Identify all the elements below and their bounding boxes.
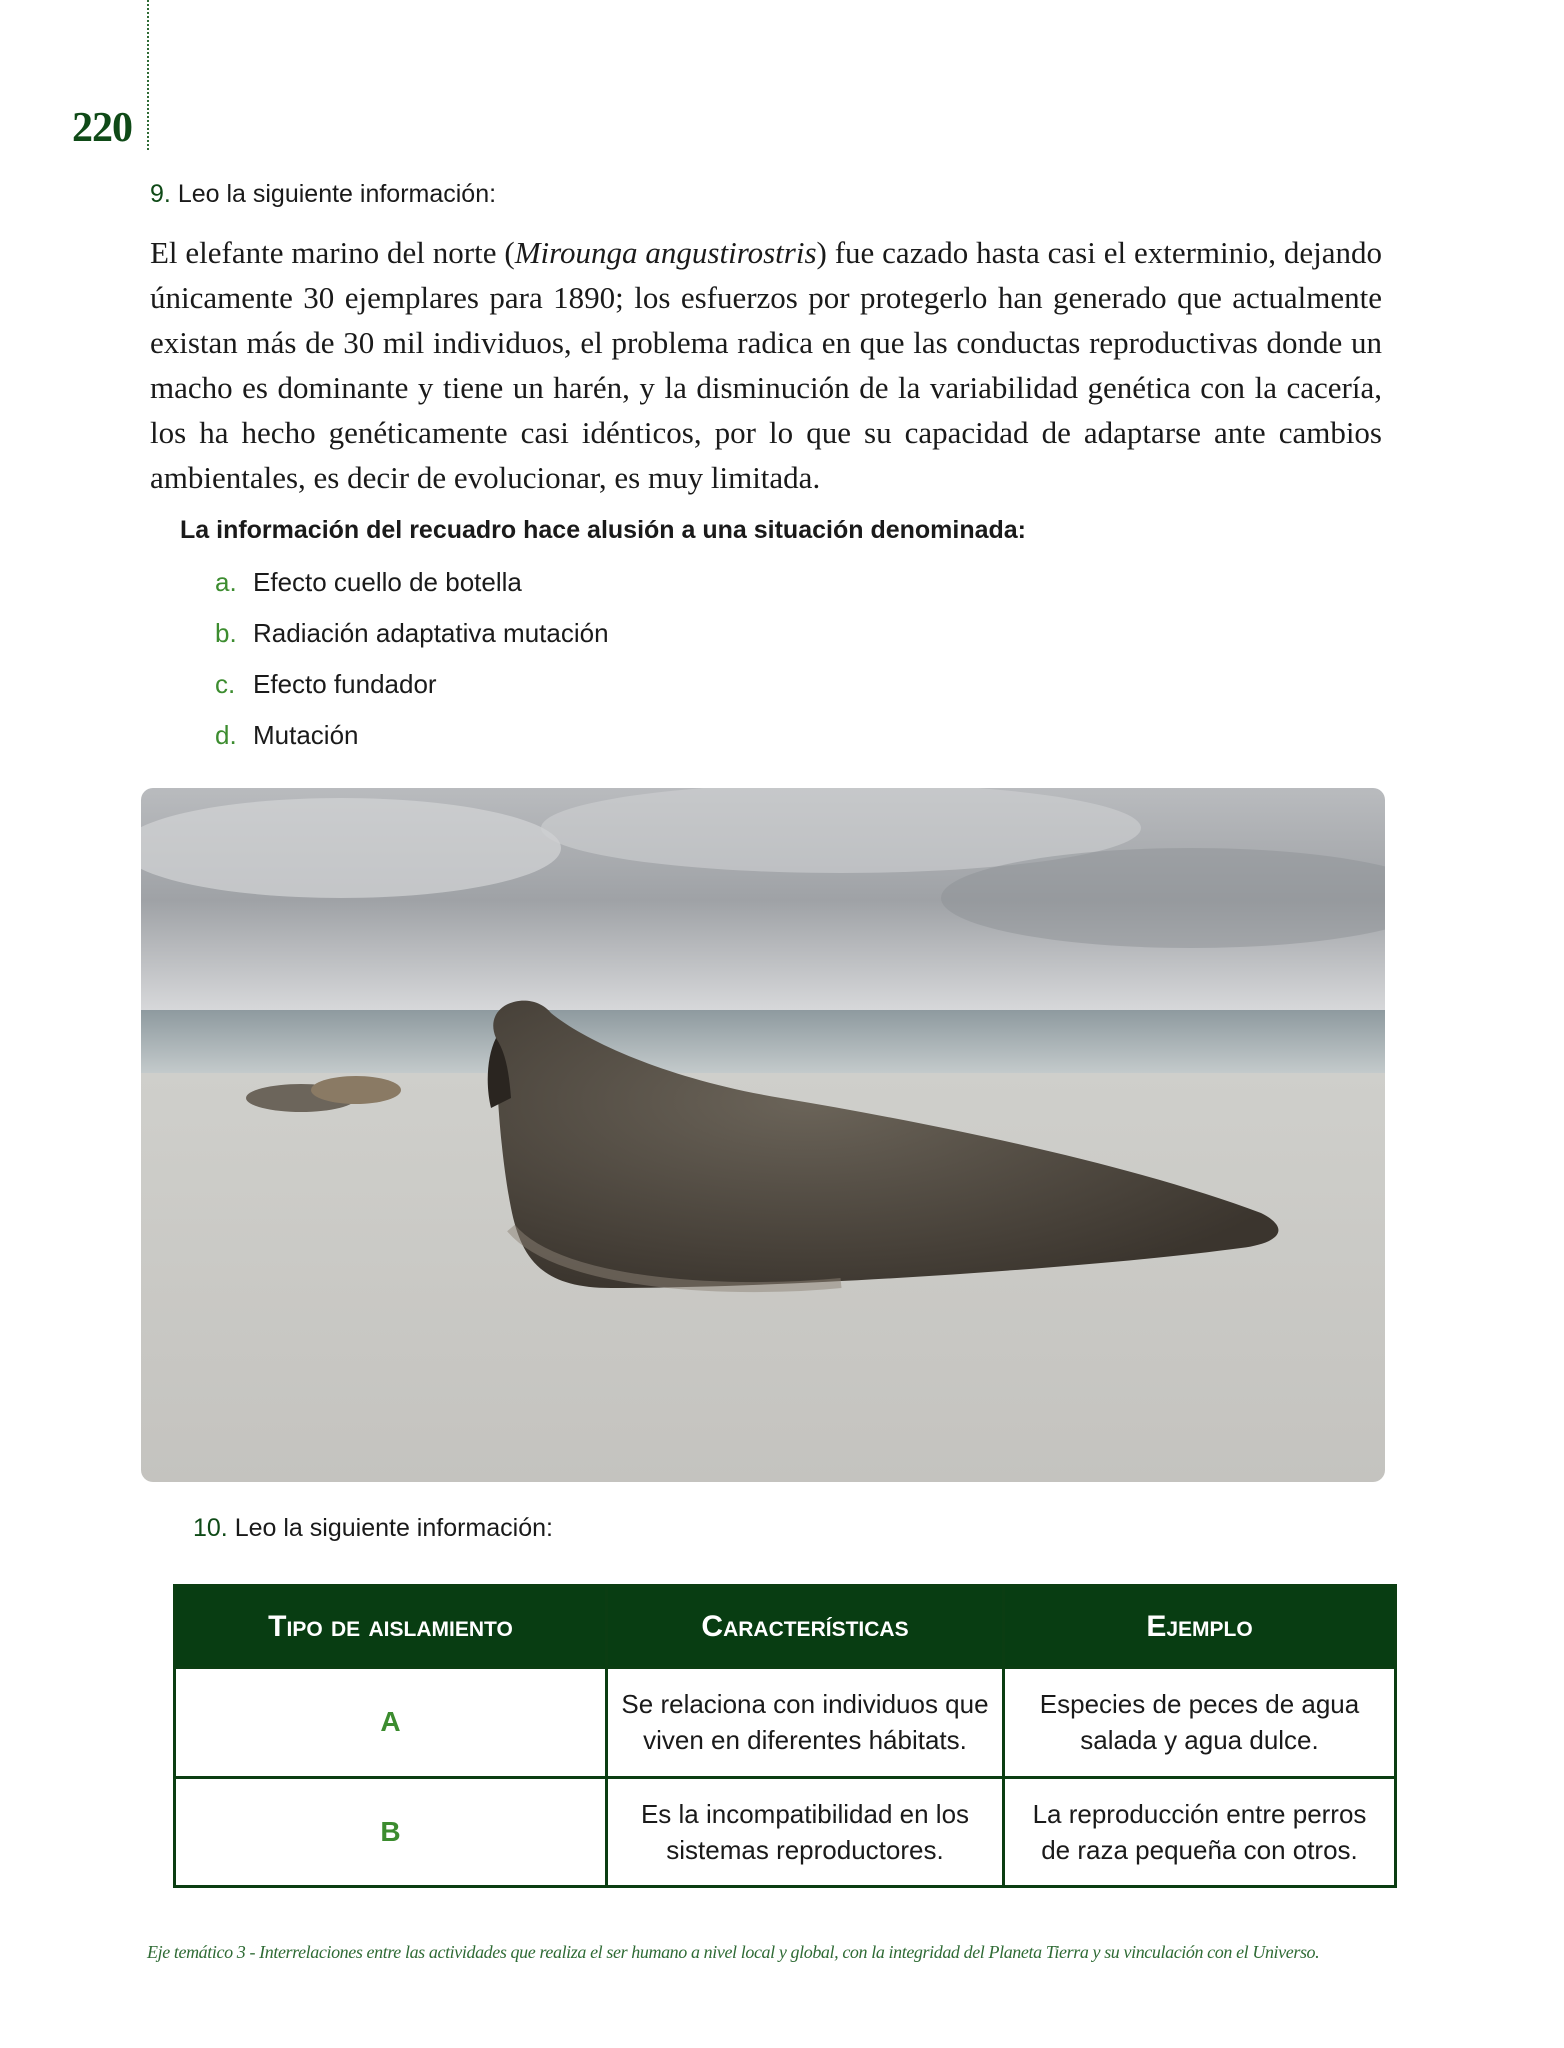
row-characteristic: Es la incompatibilidad en los sistemas reproductores. (607, 1777, 1004, 1887)
info-paragraph (150, 230, 1382, 500)
question-number: 10. (193, 1514, 228, 1542)
row-key: A (175, 1668, 607, 1778)
question-9-heading (150, 180, 496, 209)
paragraph-text: El elefante marino del norte ( (150, 235, 515, 270)
option-letter: a. (215, 567, 237, 597)
row-characteristic: Se relaciona con individuos que viven en diferentes hábitats. (607, 1668, 1004, 1778)
row-example: Especies de peces de agua salada y agua dulce. (1004, 1668, 1396, 1778)
header-ejemplo: Ejemplo (1004, 1586, 1396, 1668)
option-text: Efecto cuello de botella (253, 567, 522, 597)
question-number: 9. (150, 180, 171, 208)
paragraph-text: ) fue cazado hasta casi el exterminio, dejando únicamente 30 ejemplares para 1890; los esfuerzos por protegerlo han generado que actualmente existan más de 30 mil individuos, el problema radica en que las conductas reproductivas donde un macho es dominante y tiene un harén, y la disminución de la variabilidad genética con la cacería, los ha hecho genéticamente casi idénticos, por lo que su capacidad de adaptarse ante cambios ambientales, es decir de evolucionar, es muy limitada. (150, 235, 1382, 495)
option-text: Radiación adaptativa mutación (253, 618, 609, 648)
header-tipo: Tipo de aislamiento (175, 1586, 607, 1668)
isolation-table (173, 1584, 1397, 1888)
question-heading-text: Leo la siguiente información: (234, 1514, 553, 1542)
header-caracteristicas: Características (607, 1586, 1004, 1668)
row-example: La reproducción entre perros de raza pequeña con otros. (1004, 1777, 1396, 1887)
option-b[interactable] (215, 618, 609, 649)
elephant-seal-photo (141, 788, 1385, 1482)
row-key: B (175, 1777, 607, 1887)
question-heading-text: Leo la siguiente información: (177, 180, 497, 208)
option-text: Mutación (253, 720, 359, 750)
species-name: Mirounga angustirostris (514, 235, 817, 270)
table-header-row (175, 1586, 1396, 1668)
page-footer: Eje temático 3 - Interrelaciones entre las actividades que realiza el ser humano a nivel local y global, con la integridad del Planeta Tierra y su vinculación con el Universo. (147, 1942, 1320, 1962)
option-letter: d. (215, 720, 237, 750)
option-d[interactable] (215, 720, 359, 751)
option-a[interactable] (215, 567, 522, 598)
margin-dotted-line (147, 0, 149, 150)
option-letter: b. (215, 618, 237, 648)
question-prompt: La información del recuadro hace alusión a una situación denominada: (180, 516, 1027, 544)
question-10-heading (193, 1514, 553, 1543)
table-row (175, 1777, 1396, 1887)
option-text: Efecto fundador (253, 669, 437, 699)
option-letter: c. (215, 669, 236, 699)
page-number: 220 (72, 105, 132, 151)
table-row (175, 1668, 1396, 1778)
option-c[interactable] (215, 669, 437, 700)
